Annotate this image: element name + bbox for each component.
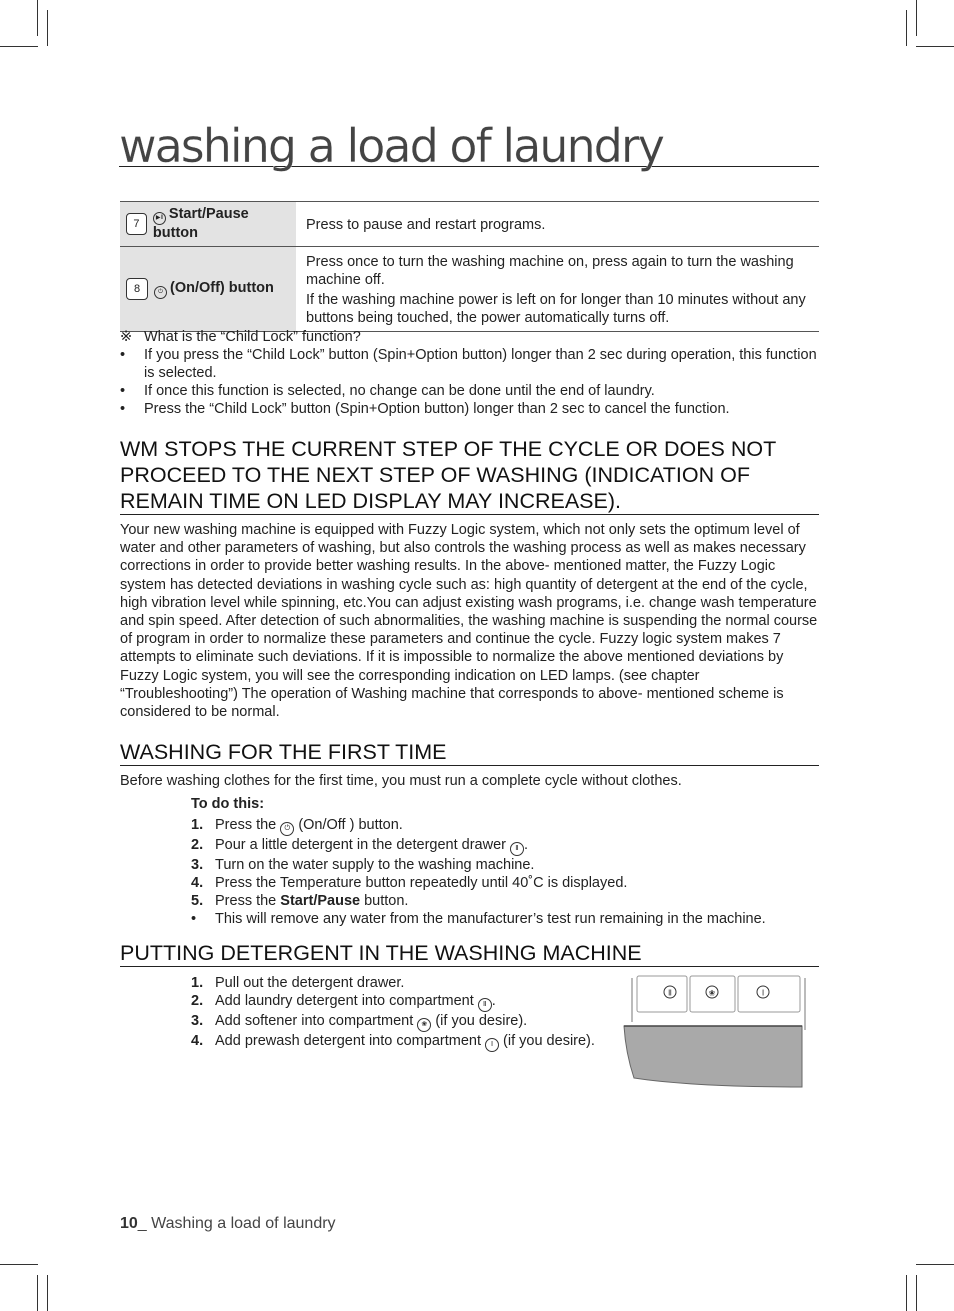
table-row [120, 247, 819, 332]
prewash-compartment-icon: Ⅰ [485, 1038, 499, 1052]
softener-compartment-icon: ❀ [417, 1018, 431, 1032]
button-label: Start/Pause button [152, 206, 249, 241]
section-heading-detergent: PUTTING DETERGENT IN THE WASHING MACHINE [120, 940, 819, 967]
first-time-intro: Before washing clothes for the first time, you must run a complete cycle without clothes. [120, 773, 682, 789]
note-mark: ※ [120, 329, 133, 345]
todo-label: To do this: [191, 796, 265, 812]
crop-mark [47, 1275, 48, 1311]
list-item: 1. Press the ⏻ (On/Off ) button. [191, 816, 811, 836]
svg-text:Ⅱ: Ⅱ [668, 988, 672, 998]
power-icon: ⏻ [280, 822, 294, 836]
list-item: If once this function is selected, no change can be done until the end of laundry. [144, 383, 655, 399]
start-pause-icon: ▶‖ [153, 212, 166, 225]
detergent-drawer-illustration [620, 970, 810, 1095]
list-item: 4. Add prewash detergent into compartment Ⅰ (if you desire). [191, 1032, 611, 1052]
button-description: If the washing machine power is left on for longer than 10 minutes without any buttons being touched, the power automatically turns off. [306, 292, 806, 326]
section-heading-first-time: WASHING FOR THE FIRST TIME [120, 739, 819, 766]
crop-mark [0, 1264, 38, 1265]
list-item: If you press the “Child Lock” button (Spin+Option button) longer than 2 sec during operation, this function is selected. [144, 347, 817, 381]
crop-mark [0, 46, 38, 47]
list-item: • This will remove any water from the manufacturer’s test run remaining in the machine. [191, 911, 766, 927]
crop-mark [37, 1275, 38, 1311]
list-item: 2. Pour a little detergent in the detergent drawer Ⅱ . [191, 836, 811, 856]
page-title: washing a load of laundry [119, 112, 819, 167]
crop-mark [916, 0, 917, 36]
list-item: 2. Add laundry detergent into compartment Ⅱ . [191, 992, 611, 1012]
section-heading-fuzzy-logic: WM STOPS THE CURRENT STEP OF THE CYCLE OR DOES NOT PROCEED TO THE NEXT STEP OF WASHING (INDICATION OF REMAIN TIME ON LED DISPLAY MAY INCREASE). [120, 436, 819, 515]
button-description: Press once to turn the washing machine on, press again to turn the washing machine off. [306, 254, 794, 288]
main-wash-compartment-icon: Ⅱ [510, 842, 524, 856]
button-table [120, 201, 819, 332]
crop-mark [906, 1275, 907, 1311]
list-item: 3. Add softener into compartment ❀ (if you desire). [191, 1012, 611, 1032]
list-item: 3. Turn on the water supply to the washing machine. [191, 857, 535, 873]
crop-mark [916, 1275, 917, 1311]
svg-text:Ⅰ: Ⅰ [761, 988, 765, 998]
main-wash-compartment-icon: Ⅱ [478, 998, 492, 1012]
list-item: 4. Press the Temperature button repeatedly until 40˚C is displayed. [191, 875, 628, 891]
crop-mark [37, 0, 38, 36]
crop-mark [47, 10, 48, 46]
item-number: 8 [126, 278, 148, 300]
svg-text:❀: ❀ [708, 988, 716, 998]
crop-mark [916, 46, 954, 47]
list-item: 5. Press the Start/Pause button. [191, 893, 409, 909]
list-item: 1. Pull out the detergent drawer. [191, 975, 405, 991]
list-item: Press the “Child Lock” button (Spin+Option button) longer than 2 sec to cancel the function. [144, 401, 730, 417]
table-row [120, 202, 819, 247]
item-number: 7 [126, 213, 147, 235]
crop-mark [906, 10, 907, 46]
page-footer [120, 1215, 336, 1233]
detergent-steps [191, 974, 611, 1052]
note-text: What is the “Child Lock” function? [144, 329, 361, 345]
power-icon: ⏻ [154, 286, 167, 299]
page-number: 10 [120, 1215, 138, 1232]
child-lock-notes: ※ What is the “Child Lock” function? • If you press the “Child Lock” button (Spin+Option button) longer than 2 sec during operation, this function is selected. • If once this function is selected, no change can be done until the end of laundry. • Press the “Child Lock” button (Spin+Option button) longer than 2 sec to cancel the function. [120, 328, 820, 418]
fuzzy-logic-paragraph: Your new washing machine is equipped with Fuzzy Logic system, which not only sets the optimum level of water and other parameters of washing, but also controls the washing process as well as makes necessary corrections in order to provide better washing results. In the above- mentioned matter, the Fuzzy Logic system has detected deviations in washing cycle such as: high quantity of detergent at the end of the cycle, high vibration level while spinning, etc.You can adjust existing wash programs, i.e. change wash temperature and spin speed. After detection of such abnormalities, the washing machine is suspending the normal course of program in order to normalize these parameters and continue the cycle. Fuzzy logic system makes 7 attempts to eliminate such deviations. If it is impossible to normalize the above mentioned deviations by Fuzzy Logic system, you will see the corresponding indication on LED lamps. (see chapter “Troubleshooting”) The operation of Washing machine that corresponds to above- mentioned scheme is considered to be normal. [120, 522, 818, 721]
button-label: (On/Off) button [170, 279, 274, 296]
button-description: Press to pause and restart programs. [296, 202, 819, 247]
first-time-steps [191, 795, 811, 928]
footer-text: _ Washing a load of laundry [137, 1215, 336, 1232]
crop-mark [916, 1264, 954, 1265]
